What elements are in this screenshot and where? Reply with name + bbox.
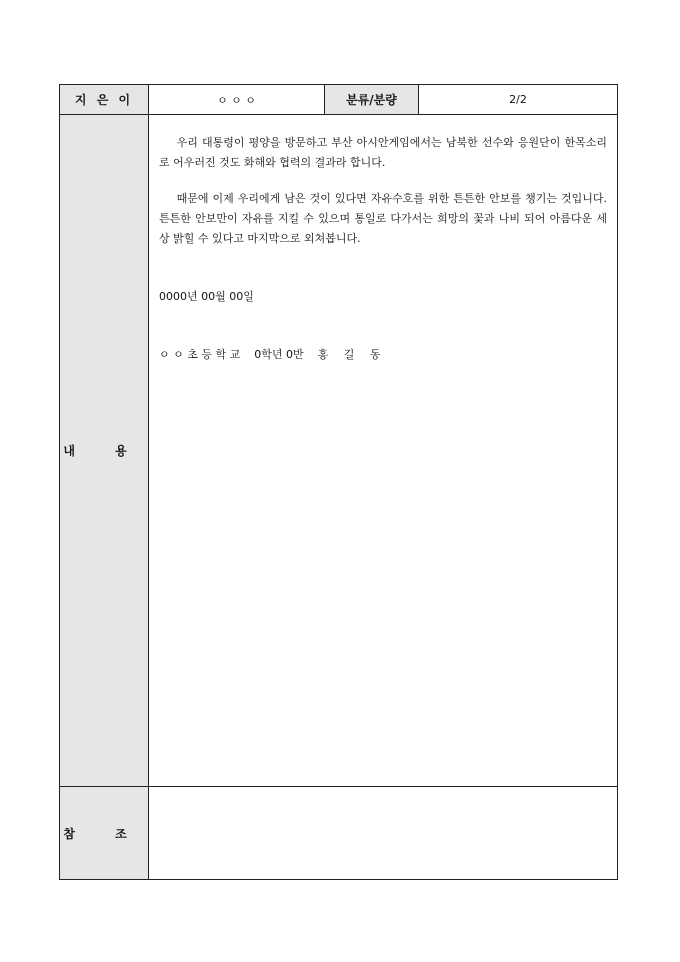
paragraph-2: 때문에 이제 우리에게 남은 것이 있다면 자유수호를 위한 튼튼한 안보를 챙기는 것입니다. 튼튼한 안보만이 자유를 지킬 수 있으며 통일로 다가서는 희망의 꽃과 나비 되어 아름다운 세상 밝힐 수 있다고 마지막으로 외쳐봅니다. xyxy=(159,192,607,245)
student-name: 홍 길 동 xyxy=(317,348,387,361)
header-row xyxy=(60,85,618,115)
reference-label-text: 참 조 xyxy=(63,826,145,841)
document-form xyxy=(59,84,618,880)
author-label: 지 은 이 xyxy=(60,85,149,115)
author-value: ㅇ ㅇ ㅇ xyxy=(149,85,325,115)
signature-line xyxy=(159,345,607,365)
reference-row xyxy=(60,787,618,880)
paragraph-1: 우리 대통령이 평양을 방문하고 부산 아시안게임에서는 남북한 선수와 응원단이 한목소리로 어우러진 것도 화해와 협력의 결과라 합니다. xyxy=(159,136,607,169)
content-label xyxy=(60,115,149,787)
school-name: ㅇ ㅇ 초 등 학 교 xyxy=(159,348,241,361)
content-body xyxy=(149,115,618,787)
content-row xyxy=(60,115,618,787)
date-line: 0000년 00월 00일 xyxy=(159,290,254,303)
grade-class: 0학년 0반 xyxy=(254,348,304,361)
category-label: 분류/분량 xyxy=(325,85,419,115)
category-value: 2/2 xyxy=(419,85,618,115)
reference-value xyxy=(149,787,618,880)
reference-label xyxy=(60,787,149,880)
content-label-text: 내 용 xyxy=(63,444,145,458)
